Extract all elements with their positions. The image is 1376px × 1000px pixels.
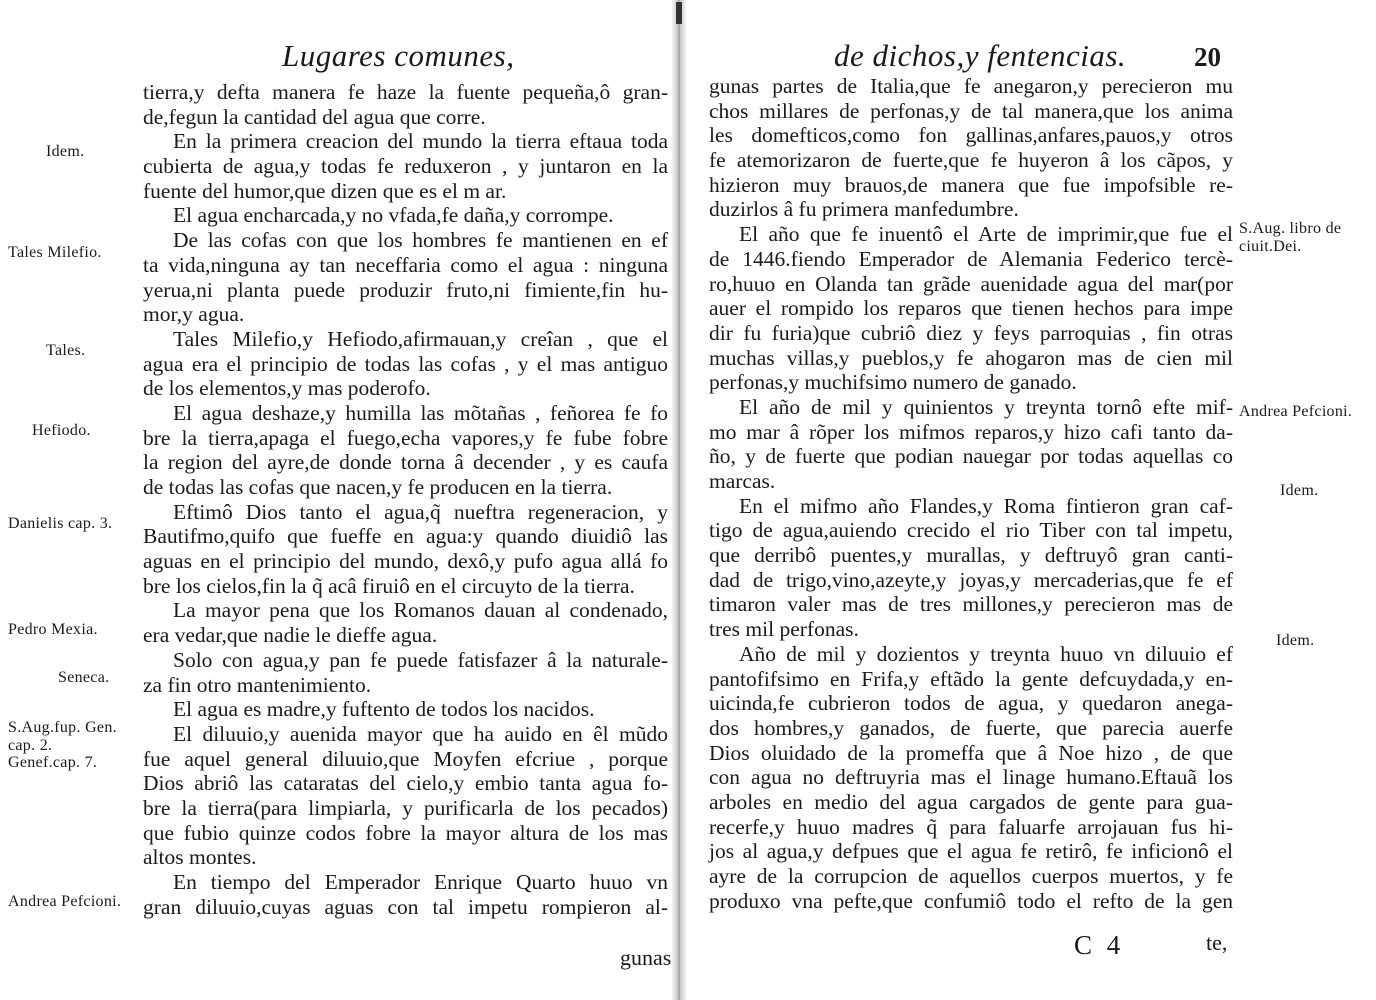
- text-line: tigo de agua,auiendo crecido el rio Tiber con tal impetu,: [709, 518, 1233, 543]
- margin-note: Andrea Pefcioni.: [1239, 403, 1353, 420]
- text-line: El agua es madre,y fuftento de todos los nacidos.: [173, 697, 595, 722]
- text-line: hizieron muy brauos,de manera que fue impofsible re-: [709, 172, 1233, 197]
- text-line: altos montes.: [143, 845, 257, 870]
- text-line: Tales Milefio,y Hefiodo,afirmauan,y creîan , que el: [173, 326, 668, 351]
- text-line: mo mar â rõper los mifmos reparos,y hizo cafi tanto da-: [709, 419, 1233, 444]
- text-line: bre los cielos,fin la q̃ acâ firuiô en el circuyto de la tierra.: [143, 573, 635, 598]
- text-line: Año de mil y dozientos y treynta huuo vn diluuio ef: [739, 641, 1233, 666]
- text-line: dos hombres,y ganados, de fuerte, que parecia auerfe: [709, 715, 1233, 740]
- text-line: La mayor pena que los Romanos dauan al condenado,: [173, 598, 668, 623]
- margin-note: Tales Milefio.: [8, 244, 102, 261]
- text-line: jos al agua,y defpues que el agua fe retirô, fe inficionô el: [709, 839, 1233, 864]
- margin-note: S.Aug. libro de: [1239, 220, 1342, 237]
- text-line: De las cofas con que los hombres fe mantienen en ef: [173, 228, 668, 253]
- margin-note: cap. 2.: [8, 737, 53, 754]
- text-line: ta vida,ninguna ay tan neceffaria como el agua : ninguna: [143, 252, 668, 277]
- text-line: fuente del humor,que dizen que es el m ar.: [143, 178, 507, 203]
- text-line: El agua encharcada,y no vfada,fe daña,y corrompe.: [173, 203, 614, 228]
- margin-note: Genef.cap. 7.: [8, 754, 98, 771]
- text-line: tierra,y defta manera fe haze la fuente pequeña,ô gran-: [143, 80, 668, 104]
- text-line: pantofifsimo en Frifa,y eftãdo la gente defcuydada,y en-: [709, 666, 1233, 691]
- right-page: [686, 0, 1376, 1000]
- text-line: za fin otro mantenimiento.: [143, 672, 372, 697]
- text-line: El agua deshaze,y humilla las mõtañas , feñorea fe fo: [173, 400, 668, 425]
- text-line: de 1446.fiendo Emperador de Alemania Federico tercè-: [709, 246, 1233, 271]
- margin-note: Andrea Pefcioni.: [8, 893, 122, 910]
- text-line: gran diluuio,cuyas aguas con tal impetu rompieron al-: [143, 894, 668, 919]
- margin-note: Seneca.: [58, 669, 110, 686]
- catchword-right: te,: [1206, 930, 1228, 955]
- text-line: de todas las cofas que nacen,y fe producen en la tierra.: [143, 475, 613, 499]
- left-text-block: [143, 80, 668, 919]
- text-line: fe atemorizaron de fuerte,que fe huyeron â los cãpos, y: [709, 148, 1233, 173]
- text-line: produxo vna pefte,que confumiô todo el refto de la gen: [709, 888, 1233, 913]
- left-page: [0, 0, 672, 1000]
- running-header-right: de dichos,y fentencias.: [834, 38, 1127, 73]
- text-line: El año que fe inuentô el Arte de imprimir,que fue el: [739, 222, 1233, 247]
- text-line: bre la tierra(para limpiarla, y purificarla de los pecados): [143, 795, 668, 820]
- margin-note: Idem.: [1280, 482, 1319, 499]
- text-line: fue aquel general diluuio,que Moyfen efcriue , porque: [143, 746, 668, 771]
- text-line: dir fu furia)que cubriô diez y feys parroquias , fin otras: [709, 320, 1233, 345]
- text-line: En el mifmo año Flandes,y Roma fintieron gran caf-: [739, 493, 1233, 518]
- text-line: El año de mil y quinientos y treynta tornô efte mif-: [739, 394, 1233, 419]
- running-header-left: Lugares comunes,: [282, 38, 515, 73]
- text-line: Bautifmo,quifo que fueffe en agua:y quando diuidiô las: [143, 524, 668, 549]
- text-line: ño, y de fuerte que podian nauegar por todas aquellas co: [709, 444, 1233, 469]
- book-gutter: [672, 0, 686, 1000]
- text-line: les domefticos,como fon gallinas,anfares,pauos,y otros: [709, 123, 1233, 148]
- text-line: duzirlos â fu primera manfedumbre.: [709, 197, 1019, 222]
- text-line: recerfe,y huuo madres q̃ para faluarfe arrojauan fus hi-: [709, 814, 1233, 839]
- margin-note: Idem.: [1276, 632, 1315, 649]
- margin-note: Pedro Mexia.: [8, 621, 98, 638]
- text-line: agua era el principio de todas las cofas , y el mas antiguo: [143, 351, 668, 376]
- text-line: yerua,ni planta puede produzir fruto,ni fimiente,fin hu-: [143, 277, 668, 302]
- text-line: gunas partes de Italia,que fe anegaron,y perecieron mu: [709, 74, 1233, 98]
- text-line: ro,huuo en Olanda tan grãde auenidade agua del mar(por: [709, 271, 1233, 296]
- margin-note: S.Aug.fup. Gen.: [8, 719, 117, 736]
- text-line: Dios oluidado de la promeffa que â Noe hizo , de que: [709, 740, 1233, 765]
- folio-number: 20: [1194, 42, 1221, 72]
- text-line: En tiempo del Emperador Enrique Quarto huuo vn: [173, 870, 668, 894]
- text-line: marcas.: [709, 469, 776, 493]
- text-line: bre la tierra,apaga el fuego,echa vapores,y fe fube fobre: [143, 425, 668, 450]
- text-line: perfonas,y muchifsimo numero de ganado.: [709, 370, 1077, 395]
- text-line: timaron valer mas de tres millones,y perecieron mas de: [709, 592, 1233, 617]
- gutter-shadow: [676, 2, 682, 24]
- catchword-left: gunas: [620, 945, 672, 970]
- text-line: aguas en el principio del mundo, dexô,y pufo agua allá fo: [143, 549, 668, 574]
- margin-note: Danielis cap. 3.: [8, 515, 113, 532]
- margin-note: Idem.: [46, 143, 85, 160]
- text-line: chos millares de perfonas,y de tal manera,que los anima: [709, 98, 1233, 123]
- text-line: muchas villas,y pueblos,y fe ahogaron mas de cien mil: [709, 345, 1233, 370]
- margin-note: Hefiodo.: [32, 422, 91, 439]
- text-line: arboles en medio del agua cargados de gente para gua-: [709, 789, 1233, 814]
- text-line: uicinda,fe cubrieron todos de agua, y quedaron anega-: [709, 691, 1233, 716]
- text-line: El diluuio,y auenida mayor que ha auido en êl mũdo: [173, 721, 668, 746]
- text-line: la region del ayre,de donde torna â decender , y es caufa: [143, 450, 668, 475]
- text-line: cubierta de agua,y todas fe reduxeron , y juntaron en la: [143, 154, 668, 179]
- text-line: Dios abriô las cataratas del cielo,y embio tanta agua fo-: [143, 771, 668, 796]
- text-line: de los elementos,y mas poderofo.: [143, 376, 431, 401]
- text-line: que derribô puentes,y murallas, y deftruyô gran canti-: [709, 543, 1233, 568]
- text-line: con agua no deftruyria mas el linage humano.Eftauã los: [709, 765, 1233, 790]
- text-line: En la primera creacion del mundo la tierra eftaua toda: [173, 129, 668, 154]
- text-line: ayre de la corrupcion de aquellos cuerpos muertos, y fe: [709, 864, 1233, 888]
- text-line: de,fegun la cantidad del agua que corre.: [143, 104, 486, 129]
- text-line: que fubio quinze codos fobre la mayor altura de los mas: [143, 820, 668, 845]
- text-line: mor,y agua.: [143, 302, 245, 327]
- text-line: tres mil perfonas.: [709, 617, 859, 642]
- text-line: auer el rompido los reparos que tienen hechos para impe: [709, 296, 1233, 321]
- text-line: dad de trigo,vino,azeyte,y joyas,y mercaderias,que fe ef: [709, 567, 1233, 592]
- margin-note: ciuit.Dei.: [1239, 238, 1302, 255]
- right-text-block: [709, 74, 1233, 913]
- text-line: Eftimô Dios tanto el agua,q̃ nueftra regeneracion, y: [173, 499, 668, 524]
- text-line: era vedar,que nadie le dieffe agua.: [143, 623, 438, 648]
- text-line: Solo con agua,y pan fe puede fatisfazer â la naturale-: [173, 647, 668, 672]
- signature-mark: C 4: [1074, 930, 1125, 960]
- margin-note: Tales.: [46, 342, 86, 359]
